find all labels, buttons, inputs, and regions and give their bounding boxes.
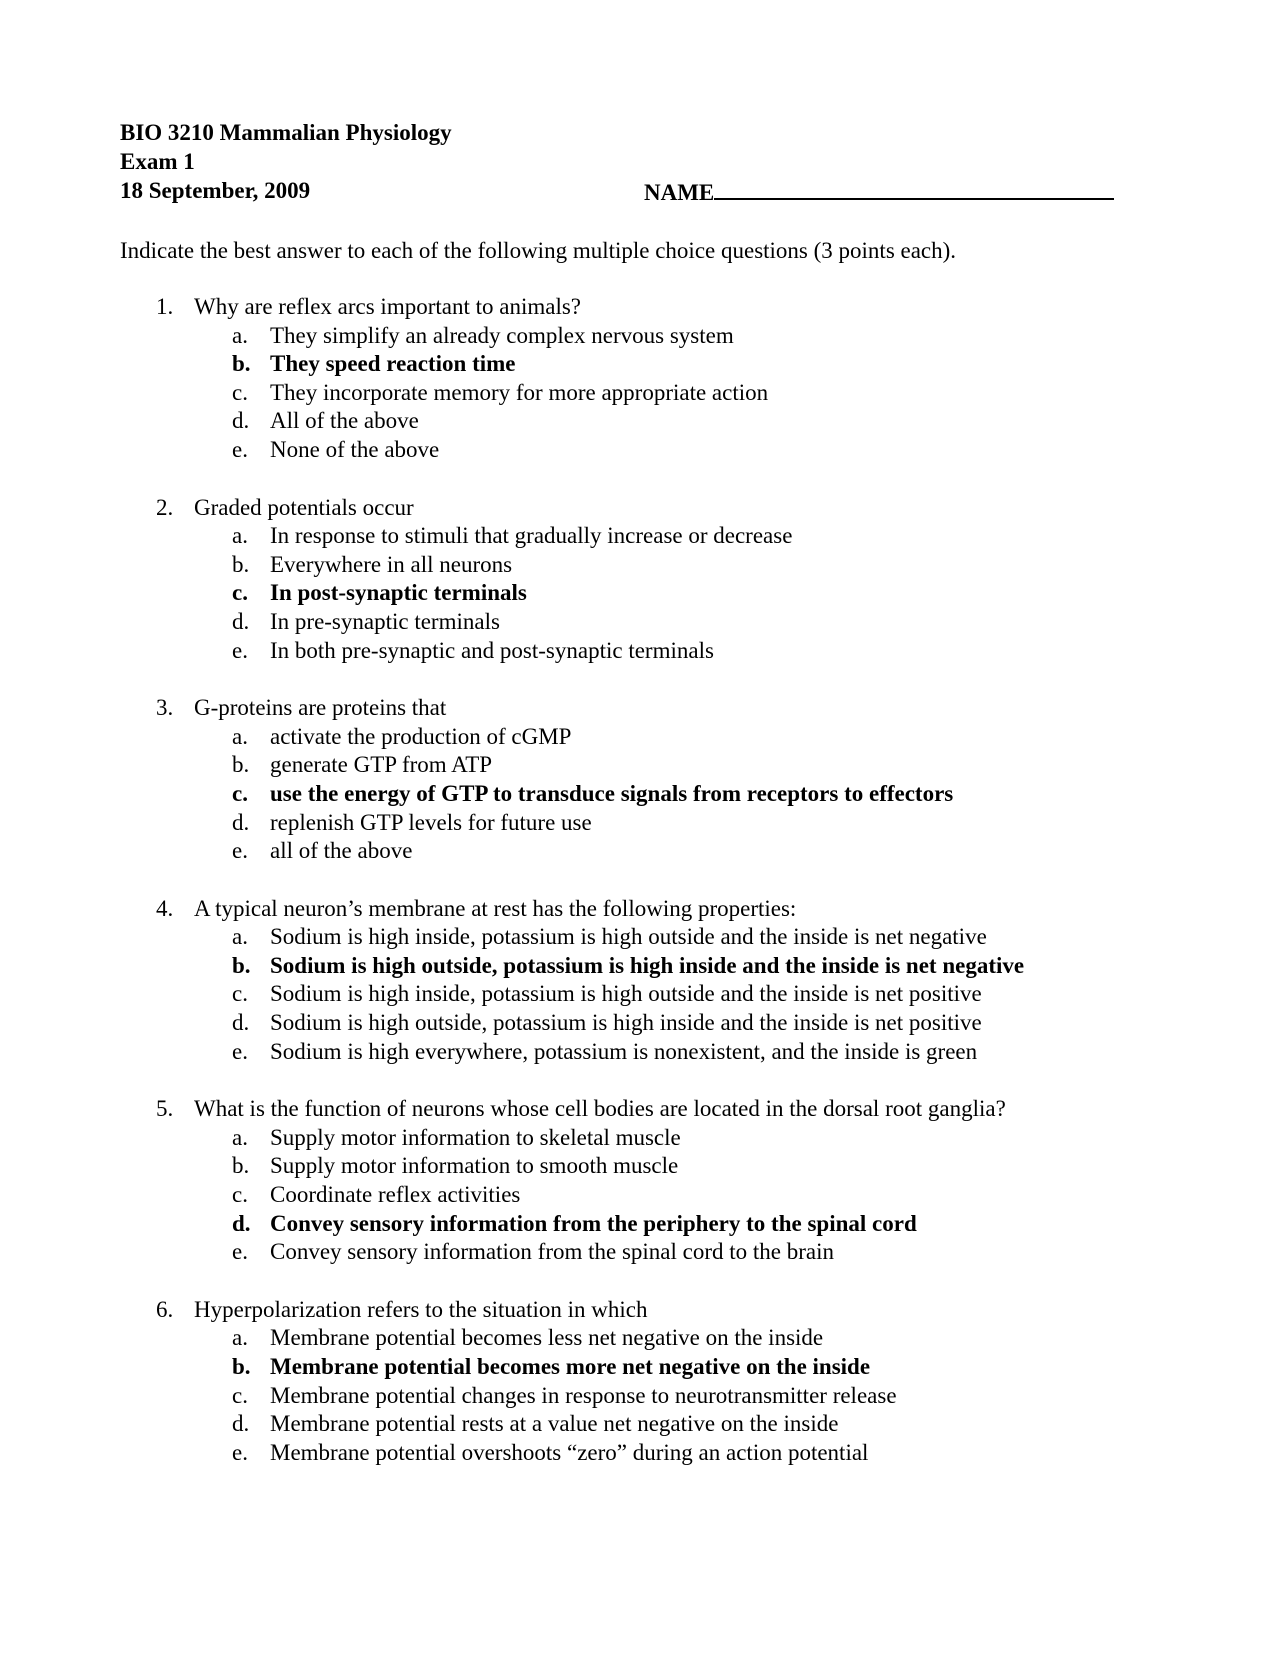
answer-choice (120, 980, 1220, 1009)
answer-choice-correct (120, 952, 1220, 981)
choice-letter: c. (232, 379, 248, 405)
choice-text: Everywhere in all neurons (270, 551, 513, 577)
choice-letter: e. (232, 1239, 248, 1265)
exam-header (120, 118, 1120, 205)
question-text: Why are reflex arcs important to animals? (194, 294, 582, 319)
question-text: A typical neuron’s membrane at rest has the following properties: (194, 895, 797, 921)
question-text: Hyperpolarization refers to the situation in which (194, 1296, 648, 1322)
choice-text: None of the above (270, 436, 440, 462)
answer-choice (120, 1038, 1220, 1067)
answer-choice (120, 837, 1220, 866)
answer-choice (120, 608, 1220, 637)
choice-text: In response to stimuli that gradually increase or decrease (270, 523, 793, 549)
answer-choice (120, 1124, 1220, 1153)
choice-letter: b. (232, 752, 250, 778)
choice-text: All of the above (270, 408, 419, 434)
answer-choice (120, 1382, 1220, 1411)
choice-text: They speed reaction time (270, 351, 516, 377)
answer-choice-correct (120, 579, 1220, 608)
answer-choice (120, 322, 1220, 351)
answer-choice (120, 407, 1220, 436)
choice-text: In post-synaptic terminals (270, 580, 527, 606)
question-number: 2. (156, 494, 174, 520)
name-field[interactable] (644, 176, 1114, 207)
answer-choice (120, 522, 1220, 551)
answer-choice-correct (120, 1210, 1220, 1239)
choice-letter: e. (232, 1038, 248, 1064)
answer-choice (120, 1238, 1220, 1267)
choice-letter: d. (232, 608, 250, 634)
choice-letter: b. (232, 351, 251, 377)
choice-letter: a. (232, 1124, 248, 1150)
choice-text: Supply motor information to skeletal muscle (270, 1124, 681, 1150)
choice-letter: a. (232, 322, 248, 348)
question-text: What is the function of neurons whose cell bodies are located in the dorsal root ganglia? (194, 1096, 1006, 1122)
answer-choice (120, 379, 1220, 408)
choice-text: Supply motor information to smooth muscle (270, 1153, 679, 1179)
choice-letter: c. (232, 981, 248, 1007)
course-title: BIO 3210 Mammalian Physiology (120, 120, 452, 145)
choice-letter: a. (232, 924, 248, 950)
choice-letter: d. (232, 809, 250, 835)
question-text: G-proteins are proteins that (194, 695, 447, 721)
choice-text: all of the above (270, 838, 413, 864)
choice-letter: b. (232, 952, 251, 978)
question-number: 3. (156, 695, 174, 721)
choice-text: In both pre-synaptic and post-synaptic terminals (270, 637, 714, 663)
choice-letter: a. (232, 723, 248, 749)
choice-text: Membrane potential changes in response to neurotransmitter release (270, 1382, 897, 1408)
exam-title: Exam 1 (120, 149, 195, 174)
choice-text: activate the production of cGMP (270, 723, 572, 749)
choice-text: They simplify an already complex nervous system (270, 322, 734, 348)
choice-letter: d. (232, 1411, 250, 1437)
question-stem (120, 694, 1220, 723)
answer-choice (120, 436, 1220, 465)
answer-choice (120, 751, 1220, 780)
answer-choice (120, 1009, 1220, 1038)
choice-text: generate GTP from ATP (270, 752, 493, 778)
question-3 (120, 694, 1220, 866)
question-stem (120, 1296, 1220, 1325)
choice-letter: c. (232, 780, 248, 806)
choice-letter: c. (232, 1182, 248, 1208)
date-line (120, 176, 1120, 205)
choice-text: Convey sensory information from the spinal cord to the brain (270, 1239, 835, 1265)
choice-text: Coordinate reflex activities (270, 1182, 521, 1208)
choice-letter: e. (232, 436, 248, 462)
choice-text: Convey sensory information from the periphery to the spinal cord (270, 1210, 917, 1236)
choice-text: Sodium is high inside, potassium is high outside and the inside is net negative (270, 924, 987, 950)
question-4 (120, 895, 1220, 1067)
question-stem (120, 293, 1220, 322)
answer-choice-correct (120, 780, 1220, 809)
choice-letter: a. (232, 523, 248, 549)
question-5 (120, 1095, 1220, 1267)
answer-choice (120, 551, 1220, 580)
instructions: Indicate the best answer to each of the following multiple choice questions (3 points each). (120, 238, 957, 263)
choice-text: Membrane potential overshoots “zero” during an action potential (270, 1439, 869, 1465)
choice-letter: e. (232, 637, 248, 663)
question-number: 5. (156, 1096, 174, 1122)
choice-letter: e. (232, 1439, 248, 1465)
answer-choice (120, 1181, 1220, 1210)
answer-choice (120, 1152, 1220, 1181)
choice-letter: b. (232, 1354, 251, 1379)
choice-text: replenish GTP levels for future use (270, 809, 592, 835)
question-1 (120, 293, 1220, 465)
answer-choice (120, 723, 1220, 752)
choice-text: Sodium is high inside, potassium is high outside and the inside is net positive (270, 981, 982, 1007)
answer-choice-correct (120, 1353, 1220, 1382)
answer-choice (120, 809, 1220, 838)
choice-letter: b. (232, 551, 250, 577)
choice-text: Membrane potential becomes more net negative on the inside (270, 1354, 871, 1379)
question-stem (120, 494, 1220, 523)
choice-letter: d. (232, 1010, 250, 1036)
exam-date: 18 September, 2009 (120, 178, 311, 203)
question-number: 1. (156, 294, 174, 319)
choice-text: In pre-synaptic terminals (270, 608, 500, 634)
answer-choice-correct (120, 350, 1220, 379)
question-number: 4. (156, 895, 174, 921)
name-label: NAME (644, 180, 715, 205)
answer-choice (120, 923, 1220, 952)
name-underline[interactable] (714, 176, 1114, 200)
question-list (120, 293, 1220, 1496)
choice-text: use the energy of GTP to transduce signals from receptors to effectors (270, 780, 954, 806)
answer-choice (120, 1410, 1220, 1439)
choice-letter: c. (232, 1382, 248, 1408)
choice-letter: b. (232, 1153, 250, 1179)
choice-text: Sodium is high everywhere, potassium is nonexistent, and the inside is green (270, 1038, 978, 1064)
choice-text: They incorporate memory for more appropriate action (270, 379, 769, 405)
choice-text: Sodium is high outside, potassium is high inside and the inside is net positive (270, 1010, 982, 1036)
question-stem (120, 1095, 1220, 1124)
choice-letter: a. (232, 1325, 248, 1351)
answer-choice (120, 1439, 1220, 1468)
choice-text: Membrane potential becomes less net negative on the inside (270, 1325, 824, 1351)
question-text: Graded potentials occur (194, 494, 414, 520)
question-stem (120, 895, 1220, 924)
question-2 (120, 494, 1220, 666)
choice-letter: d. (232, 1210, 251, 1236)
question-number: 6. (156, 1296, 174, 1322)
choice-letter: d. (232, 408, 250, 434)
choice-text: Sodium is high outside, potassium is high inside and the inside is net negative (270, 952, 1025, 978)
choice-text: Membrane potential rests at a value net negative on the inside (270, 1411, 839, 1437)
answer-choice (120, 637, 1220, 666)
choice-letter: e. (232, 838, 248, 864)
answer-choice (120, 1324, 1220, 1353)
choice-letter: c. (232, 580, 248, 606)
question-6 (120, 1296, 1220, 1468)
